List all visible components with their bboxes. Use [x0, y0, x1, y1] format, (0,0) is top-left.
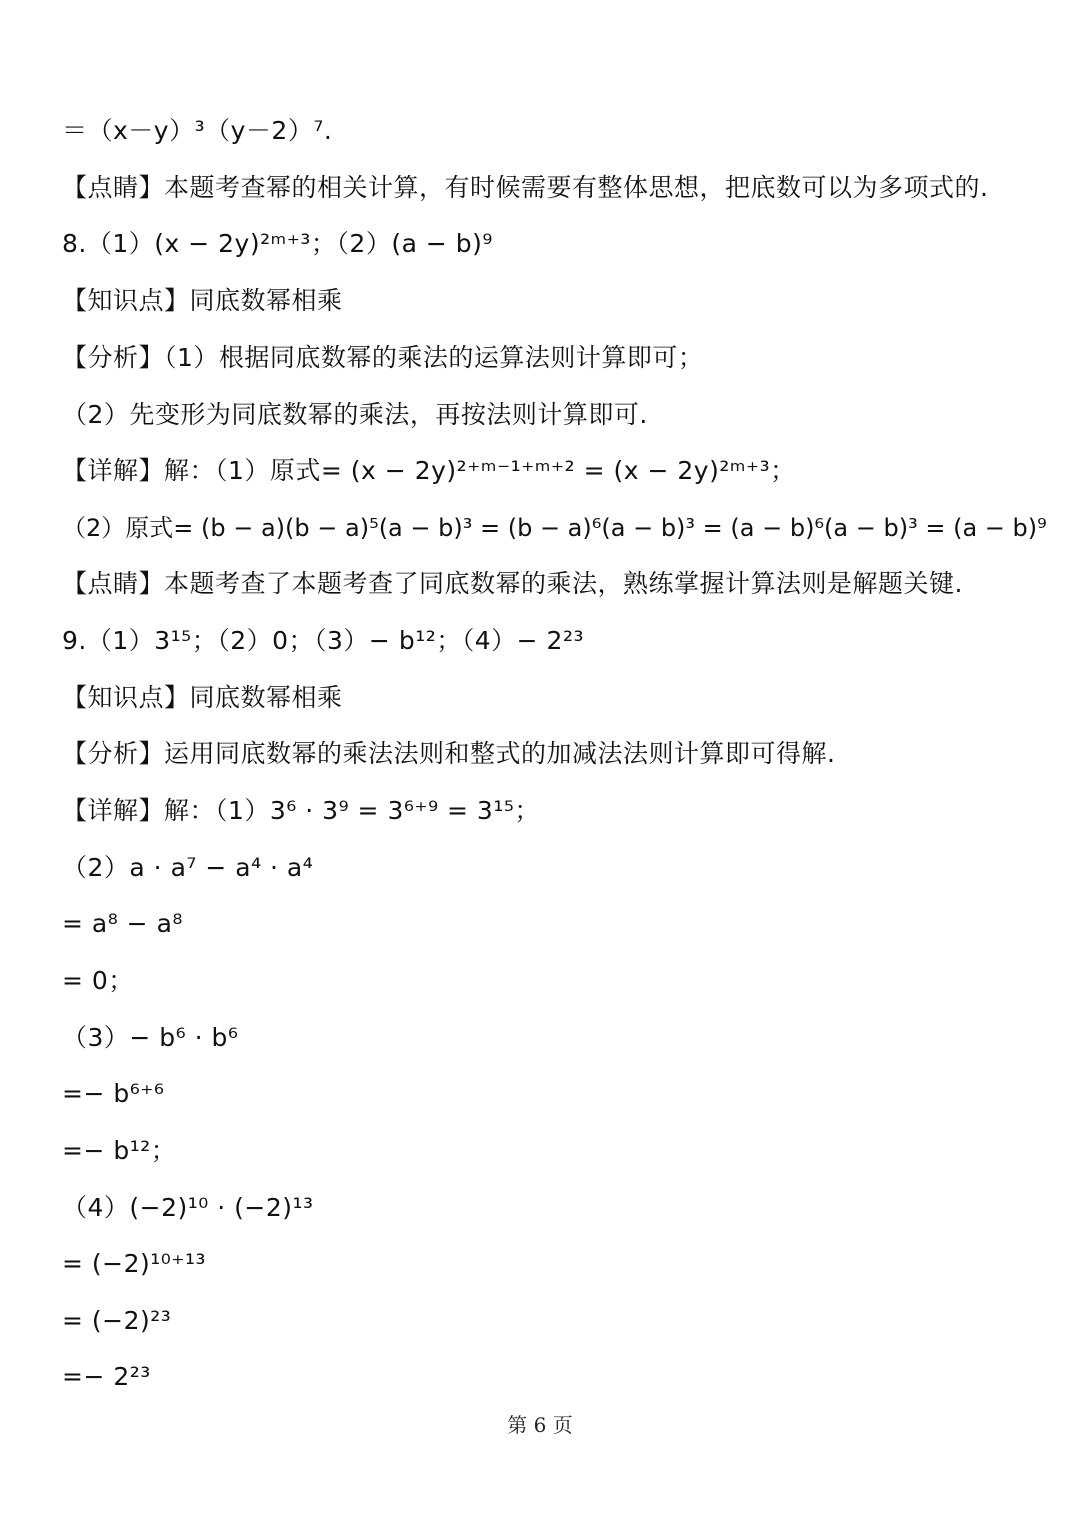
text-line: =− b¹²； — [62, 1136, 177, 1165]
text-line: （2）a · a⁷ − a⁴ · a⁴ — [62, 853, 314, 882]
text-line: =− 2²³ — [62, 1362, 151, 1391]
text-line: 8.（1）(x − 2y)²ᵐ⁺³；（2）(a − b)⁹ — [62, 229, 493, 258]
text-line: 【知识点】同底数幂相乘 — [62, 683, 343, 712]
text-line: 9.（1）3¹⁵；（2）0；（3）− b¹²；（4）− 2²³ — [62, 626, 584, 655]
text-line: （2）先变形为同底数幂的乘法，再按法则计算即可. — [62, 400, 648, 429]
text-line: 【分析】运用同底数幂的乘法法则和整式的加减法法则计算即可得解. — [62, 739, 836, 768]
text-line: 【点睛】本题考查幂的相关计算，有时候需要有整体思想，把底数可以为多项式的. — [62, 173, 989, 202]
text-line: 【详解】解：（1）3⁶ · 3⁹ = 3⁶⁺⁹ = 3¹⁵； — [62, 796, 540, 825]
text-line: = (−2)¹⁰⁺¹³ — [62, 1249, 207, 1278]
text-line: （3）− b⁶ · b⁶ — [62, 1023, 239, 1052]
text-line: ＝（x－y）³（y－2）⁷. — [62, 116, 333, 145]
text-line: （2）原式= (b − a)(b − a)⁵(a − b)³ = (b − a)⁶(a − b)³ = (a − b)⁶(a − b)³ = (a − b)⁹ — [62, 514, 1047, 542]
text-line: （4）(−2)¹⁰ · (−2)¹³ — [62, 1193, 314, 1222]
text-line: = 0； — [62, 966, 134, 995]
text-line: =− b⁶⁺⁶ — [62, 1079, 165, 1108]
page-number: 第 6 页 — [507, 1413, 573, 1437]
text-line: = a⁸ − a⁸ — [62, 909, 183, 938]
text-line: 【分析】（1）根据同底数幂的乘法的运算法则计算即可； — [62, 343, 704, 372]
text-line: 【详解】解：（1）原式= (x − 2y)²⁺ᵐ⁻¹⁺ᵐ⁺² = (x − 2y)²ᵐ⁺³； — [62, 456, 796, 485]
text-line: 【点睛】本题考查了本题考查了同底数幂的乘法，熟练掌握计算法则是解题关键. — [62, 569, 963, 598]
text-line: = (−2)²³ — [62, 1306, 172, 1335]
text-line: 【知识点】同底数幂相乘 — [62, 286, 343, 315]
